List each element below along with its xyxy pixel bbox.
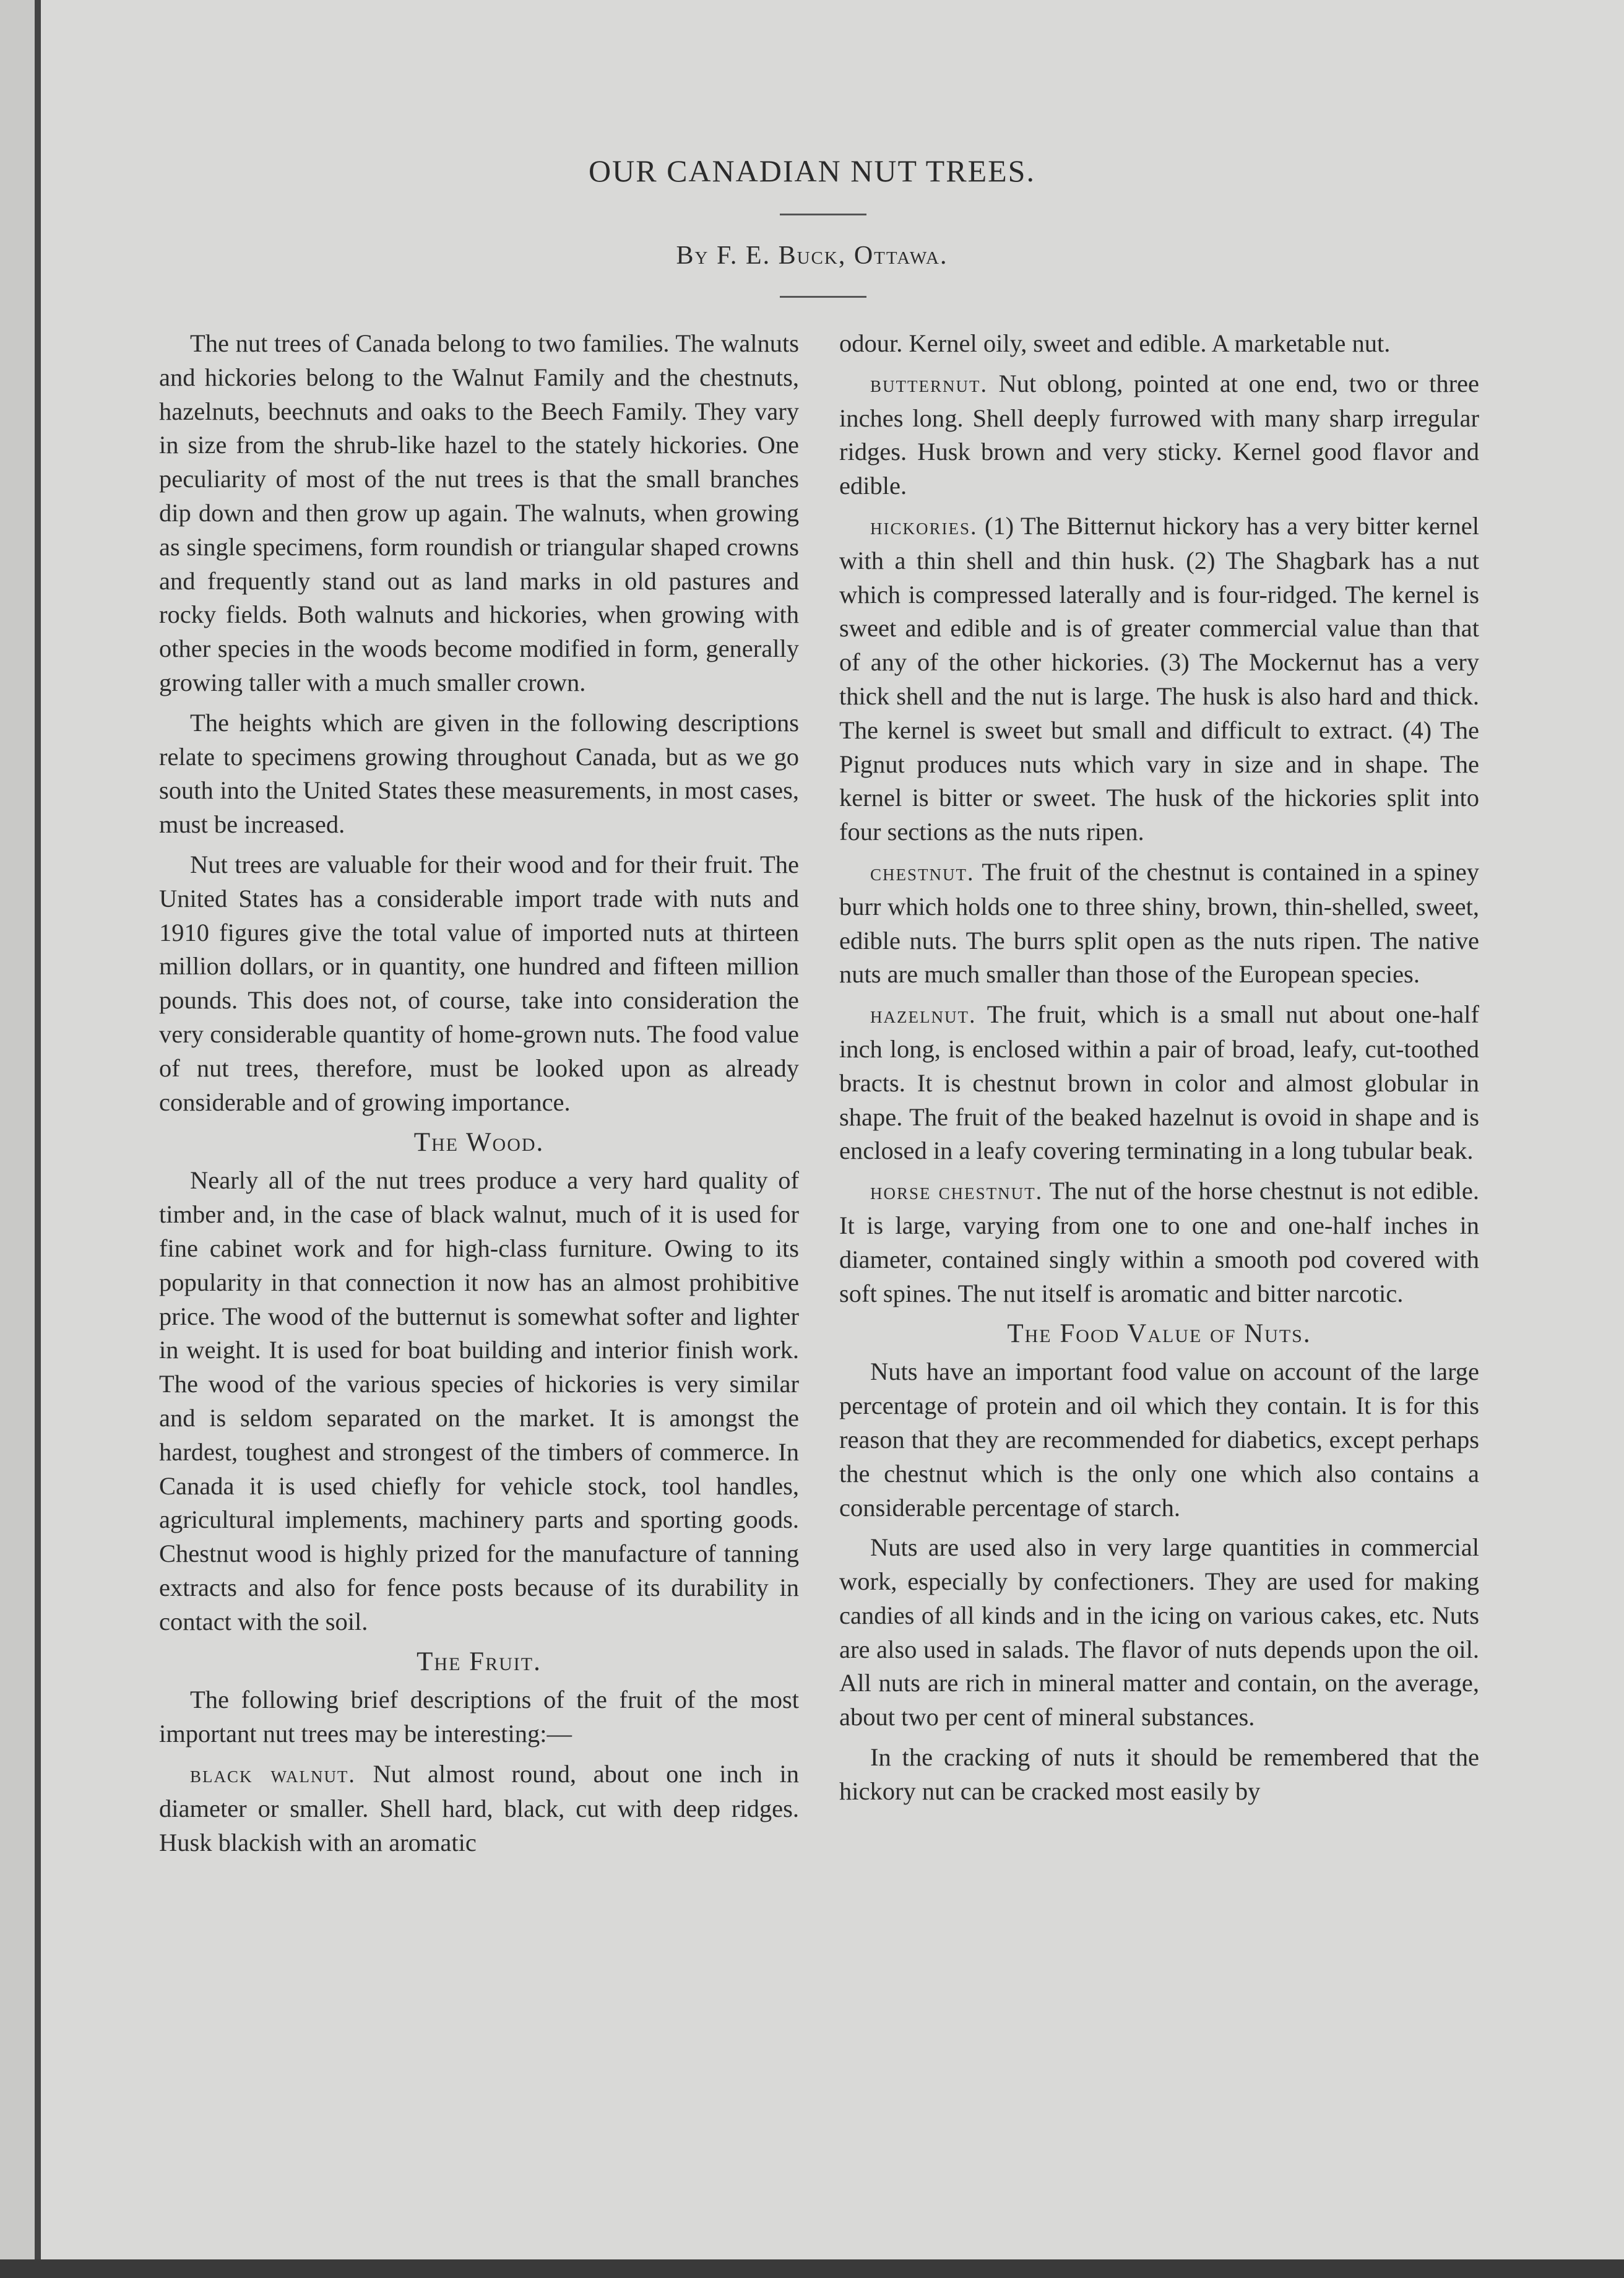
entry-chestnut	[839, 855, 1479, 992]
paragraph: The following brief descriptions of the fruit of the most important nut trees may be interesting:—	[159, 1686, 799, 1748]
left-column	[159, 327, 799, 1866]
paragraph: Nuts have an important food value on account of the large percentage of protein and oil which they contain. It is for this reason that they are recommended for diabetics, except perhaps the chestnut which is the only one which also contains a considerable percentage of starch.	[839, 1358, 1479, 1522]
entry-lead: hazelnut.	[870, 1002, 977, 1029]
section-heading-fruit: The Fruit.	[417, 1647, 542, 1677]
entry-hickories	[839, 509, 1479, 849]
entry-text: The fruit, which is a small nut about one-half inch long, is enclosed within a pair of broad, leafy, cut-toothed bracts. It is chestnut brown in color and almost globular in shape. The fruit of the beaked hazelnut is ovoid in shape and is enclosed in a leafy covering terminating in a long tubular beak.	[839, 1000, 1479, 1165]
entry-butternut	[839, 367, 1479, 503]
section-heading-food-value: The Food Value of Nuts.	[1007, 1319, 1311, 1349]
entry-text: Nut oblong, pointed at one end, two or three inches long. Shell deeply furrowed with many sharp irregular ridges. Husk brown and very sticky. Kernel good flavor and edible.	[839, 369, 1480, 500]
title-rule	[780, 214, 866, 215]
byline: By F. E. Buck, Ottawa.	[676, 241, 948, 270]
entry-text: Nut almost round, about one inch in diameter or smaller. Shell hard, black, cut with deep ridges. Husk blackish with an aromatic	[159, 1760, 800, 1856]
article-title: OUR CANADIAN NUT TREES.	[589, 154, 1035, 188]
entry-hazelnut	[839, 998, 1479, 1168]
right-column	[839, 327, 1479, 1815]
entry-lead: chestnut.	[870, 859, 975, 886]
entry-text: The fruit of the chestnut is contained in a spiney burr which holds one to three shiny, brown, thin-shelled, sweet, edible nuts. The burrs split open as the nuts ripen. The native nuts are much smaller than those of the European species.	[839, 857, 1479, 989]
paragraph: Nearly all of the nut trees produce a very hard quality of timber and, in the case of black walnut, much of it is used for fine cabinet work and for high-class furniture. Owing to its popularity in that connection it now has an almost prohibitive price. The wood of the butternut is somewhat softer and lighter in weight. It is used for boat building and interior finish work. The wood of the various species of hickories is very similar and is seldom separated on the market. It is amongst the hardest, toughest and strongest of the timbers of commerce. In Canada it is used chiefly for vehicle stock, tool handles, agricultural implements, machinery parts and sporting goods. Chestnut wood is highly prized for the manufacture of tanning extracts and also for fence posts because of its durability in contact with the soil.	[159, 1166, 799, 1635]
paragraph: Nut trees are valuable for their wood and for their fruit. The United States has a considerable import trade with nuts and 1910 figures give the total value of imported nuts at thirteen million dollars, or in quantity, one hundred and fifteen million pounds. This does not, of course, take into consideration the very considerable quantity of home-grown nuts. The food value of nut trees, therefore, must be looked upon as already considerable and of growing importance.	[159, 850, 799, 1116]
entry-lead: black walnut.	[190, 1762, 356, 1788]
byline-rule	[780, 296, 866, 298]
entry-lead: horse chestnut.	[870, 1179, 1043, 1205]
page-bottom-edge	[0, 2259, 1624, 2278]
binding-edge	[35, 0, 41, 2259]
entry-black-walnut	[159, 1757, 799, 1860]
entry-lead: hickories.	[870, 513, 978, 540]
entry-lead: butternut.	[870, 371, 988, 397]
binding-shadow	[0, 0, 35, 2278]
entry-text: (1) The Bitternut hickory has a very bitter kernel with a thin shell and thin husk. (2) The Shagbark has a nut which is compressed laterally and is four-ridged. The kernel is sweet and edible and is of greater commercial value than that of any of the other hickories. (3) The Mockernut has a very thick shell and the nut is large. The husk is also hard and thick. The kernel is sweet but small and difficult to extract. (4) The Pignut produces nuts which vary in size and in shape. The kernel is bitter or sweet. The husk of the hickories split into four sections as the nuts ripen.	[839, 511, 1479, 846]
paragraph: In the cracking of nuts it should be remembered that the hickory nut can be cracked most easily by	[839, 1743, 1479, 1805]
paragraph: Nuts are used also in very large quantities in commercial work, especially by confectioners. They are used for making candies of all kinds and in the icing on various cakes, etc. Nuts are also used in salads. The flavor of nuts depends upon the oil. All nuts are rich in mineral matter and contain, on the average, about two per cent of mineral substances.	[839, 1533, 1479, 1731]
section-heading-wood: The Wood.	[413, 1128, 545, 1158]
paragraph: The nut trees of Canada belong to two families. The walnuts and hickories belong to the Walnut Family and the chestnuts, hazelnuts, beechnuts and oaks to the Beech Family. They vary in size from the shrub-like hazel to the stately hickories. One peculiarity of most of the nut trees is that the small branches dip down and then grow up again. The walnuts, when growing as single specimens, form roundish or triangular shaped crowns and frequently stand out as land marks in old pastures and rocky fields. Both walnuts and hickories, when growing with other species in the woods become modified in form, generally growing taller with a much smaller crown.	[159, 329, 799, 696]
entry-horse-chestnut	[839, 1174, 1479, 1310]
entry-text: The nut of the horse chestnut is not edible. It is large, varying from one to one and one-half inches in diameter, contained singly within a smooth pod covered with soft spines. The nut itself is aromatic and bitter narcotic.	[839, 1177, 1479, 1307]
paragraph: The heights which are given in the following descriptions relate to specimens growing throughout Canada, but as we go south into the United States these measurements, in most cases, must be increased.	[159, 708, 799, 839]
paragraph-continued: odour. Kernel oily, sweet and edible. A marketable nut.	[839, 329, 1391, 357]
